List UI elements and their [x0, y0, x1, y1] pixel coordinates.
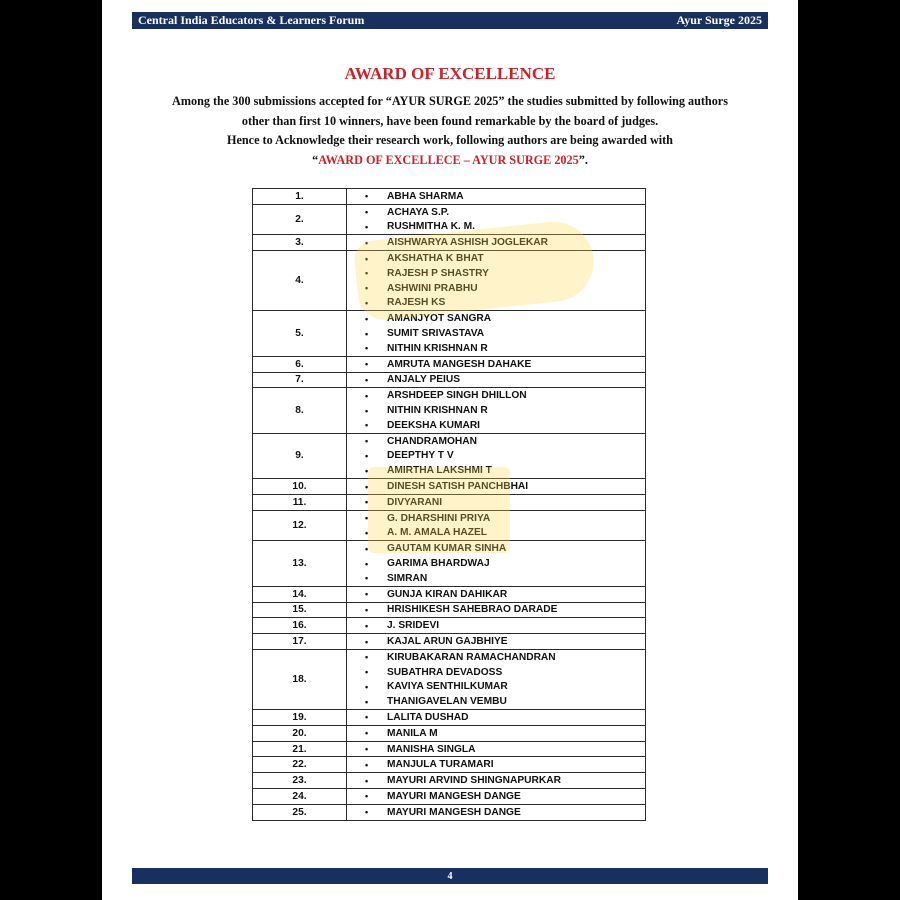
author-name: KAJAL ARUN GAJBHIYE	[387, 636, 508, 647]
awards-table-body	[253, 189, 646, 821]
row-number: 3.	[253, 235, 347, 251]
table-row	[253, 773, 646, 789]
table-row	[253, 372, 646, 388]
bullet-icon: •	[365, 283, 369, 294]
row-names	[347, 356, 646, 372]
bullet-icon: •	[365, 652, 369, 663]
author-name: AMIRTHA LAKSHMI T	[387, 465, 492, 477]
award-name: AWARD OF EXCELLECE – AYUR SURGE 2025	[318, 152, 579, 167]
list-item	[365, 449, 645, 464]
author-name: MAYURI ARVIND SHINGNAPURKAR	[387, 775, 561, 787]
table-row	[253, 433, 646, 478]
table-row	[253, 356, 646, 372]
list-item	[365, 757, 645, 772]
row-number: 23.	[253, 773, 347, 789]
footer-bar	[132, 868, 768, 884]
table-row	[253, 510, 646, 541]
bullet-icon: •	[365, 527, 369, 538]
author-name: DEEKSHA KUMARI	[387, 419, 481, 431]
row-number: 14.	[253, 586, 347, 602]
bullet-icon: •	[365, 589, 369, 600]
author-name: MANJULA TURAMARI	[387, 759, 494, 771]
header-bar	[132, 12, 768, 29]
author-name: MANILA M	[387, 727, 438, 739]
table-row	[253, 725, 646, 741]
bullet-icon: •	[365, 791, 369, 802]
list-item	[365, 220, 645, 235]
bullet-icon: •	[365, 328, 369, 339]
author-name: SUMIT SRIVASTAVA	[387, 328, 485, 340]
row-names	[347, 602, 646, 618]
author-name: AISHWARYA ASHISH JOGLEKAR	[387, 237, 548, 249]
quote-open: “	[312, 152, 319, 167]
bullet-icon: •	[365, 775, 369, 786]
table-row	[253, 757, 646, 773]
author-name: NITHIN KRISHNAN R	[387, 405, 488, 417]
list-item	[365, 710, 645, 725]
list-item	[365, 618, 645, 633]
row-number: 2.	[253, 204, 347, 235]
bullet-icon: •	[365, 744, 369, 755]
author-name: KIRUBAKARAN RAMACHANDRAN	[387, 651, 556, 663]
table-row	[253, 634, 646, 650]
list-item	[365, 479, 645, 494]
author-name: ABHA SHARMA	[387, 190, 464, 202]
table-row	[253, 602, 646, 618]
list-item	[365, 235, 645, 250]
list-item	[365, 388, 645, 403]
author-name: THANIGAVELAN VEMBU	[387, 696, 507, 708]
list-item	[365, 326, 645, 341]
bullet-icon: •	[365, 221, 369, 232]
header-event: Ayur Surge 2025	[676, 13, 762, 27]
bullet-icon: •	[365, 390, 369, 401]
list-item	[365, 726, 645, 741]
bullet-icon: •	[365, 604, 369, 615]
row-names	[347, 372, 646, 388]
list-item	[365, 251, 645, 266]
table-row	[253, 710, 646, 726]
row-names	[347, 388, 646, 433]
bullet-icon: •	[365, 253, 369, 264]
row-names	[347, 634, 646, 650]
row-number: 25.	[253, 804, 347, 820]
list-item	[365, 373, 645, 388]
list-item	[365, 281, 645, 296]
author-name: AMANJYOT SANGRA	[387, 313, 492, 325]
row-number: 9.	[253, 433, 347, 478]
intro-paragraph	[122, 92, 778, 170]
row-names	[347, 773, 646, 789]
author-name: ASHWINI PRABHU	[387, 282, 478, 294]
row-names	[347, 311, 646, 356]
intro-line-1: Among the 300 submissions accepted for “AYUR SURGE 2025” the studies submitted by following authors	[172, 94, 728, 108]
list-item	[365, 189, 645, 204]
list-item	[365, 511, 645, 526]
author-name: CHANDRAMOHAN	[387, 435, 477, 447]
list-item	[365, 463, 645, 478]
table-row	[253, 251, 646, 311]
row-number: 24.	[253, 789, 347, 805]
table-row	[253, 479, 646, 495]
bullet-icon: •	[365, 297, 369, 308]
row-names	[347, 204, 646, 235]
row-number: 7.	[253, 372, 347, 388]
author-name: SIMRAN	[387, 572, 428, 584]
list-item	[365, 296, 645, 311]
author-name: G. DHARSHINI PRIYA	[387, 512, 491, 524]
author-name: NITHIN KRISHNAN R	[387, 342, 488, 354]
list-item	[365, 403, 645, 418]
list-item	[365, 665, 645, 680]
row-names	[347, 494, 646, 510]
author-name: DIVYARANI	[387, 496, 443, 508]
bullet-icon: •	[365, 405, 369, 416]
table-row	[253, 388, 646, 433]
header-org: Central India Educators & Learners Forum	[138, 13, 365, 27]
list-item	[365, 205, 645, 220]
list-item	[365, 541, 645, 556]
bullet-icon: •	[365, 191, 369, 202]
row-names	[347, 741, 646, 757]
author-name: MAYURI MANGESH DANGE	[387, 806, 521, 818]
row-names	[347, 510, 646, 541]
list-item	[365, 495, 645, 510]
row-names	[347, 710, 646, 726]
bullet-icon: •	[365, 712, 369, 723]
bullet-icon: •	[365, 237, 369, 248]
bullet-icon: •	[365, 207, 369, 218]
row-number: 11.	[253, 494, 347, 510]
list-item	[365, 341, 645, 356]
author-name: SUBATHRA DEVADOSS	[387, 666, 503, 678]
bullet-icon: •	[365, 465, 369, 476]
row-number: 6.	[253, 356, 347, 372]
row-number: 15.	[253, 602, 347, 618]
author-name: GAUTAM KUMAR SINHA	[387, 543, 507, 555]
row-names	[347, 251, 646, 311]
document-page	[102, 0, 798, 900]
author-name: HRISHIKESH SAHEBRAO DARADE	[387, 604, 558, 616]
row-names	[347, 235, 646, 251]
list-item	[365, 805, 645, 820]
row-number: 21.	[253, 741, 347, 757]
bullet-icon: •	[365, 481, 369, 492]
bullet-icon: •	[365, 728, 369, 739]
author-name: DINESH SATISH PANCHBHAI	[387, 481, 529, 493]
row-number: 17.	[253, 634, 347, 650]
author-name: GARIMA BHARDWAJ	[387, 558, 490, 570]
bullet-icon: •	[365, 681, 369, 692]
table-row	[253, 804, 646, 820]
author-name: AMRUTA MANGESH DAHAKE	[387, 358, 532, 370]
list-item	[365, 434, 645, 449]
bullet-icon: •	[365, 696, 369, 707]
awards-table	[252, 188, 646, 821]
list-item	[365, 526, 645, 541]
bullet-icon: •	[365, 343, 369, 354]
table-row	[253, 741, 646, 757]
row-names	[347, 618, 646, 634]
intro-line-3: Hence to Acknowledge their research work, following authors are being awarded with	[227, 133, 673, 147]
bullet-icon: •	[365, 374, 369, 385]
row-names	[347, 789, 646, 805]
list-item	[365, 742, 645, 757]
list-item	[365, 603, 645, 618]
bullet-icon: •	[365, 497, 369, 508]
row-names	[347, 433, 646, 478]
bullet-icon: •	[365, 268, 369, 279]
bullet-icon: •	[365, 543, 369, 554]
row-names	[347, 649, 646, 709]
list-item	[365, 694, 645, 709]
row-number: 22.	[253, 757, 347, 773]
row-number: 20.	[253, 725, 347, 741]
list-item	[365, 650, 645, 665]
author-name: RAJESH P SHASTRY	[387, 267, 489, 279]
author-name: A. M. AMALA HAZEL	[387, 527, 487, 539]
list-item	[365, 266, 645, 281]
row-names	[347, 757, 646, 773]
bullet-icon: •	[365, 620, 369, 631]
row-number: 10.	[253, 479, 347, 495]
bullet-icon: •	[365, 807, 369, 818]
bullet-icon: •	[365, 359, 369, 370]
bullet-icon: •	[365, 450, 369, 461]
page-title: AWARD OF EXCELLENCE	[344, 64, 556, 83]
author-name: GUNJA KIRAN DAHIKAR	[387, 588, 508, 600]
list-item	[365, 311, 645, 326]
row-names	[347, 541, 646, 586]
row-names	[347, 725, 646, 741]
list-item	[365, 680, 645, 695]
author-name: KAVIYA SENTHILKUMAR	[387, 681, 508, 693]
row-names	[347, 586, 646, 602]
author-name: MANISHA SINGLA	[387, 743, 476, 755]
row-number: 19.	[253, 710, 347, 726]
list-item	[365, 773, 645, 788]
bullet-icon: •	[365, 667, 369, 678]
list-item	[365, 556, 645, 571]
author-name: ANJALY PEIUS	[387, 374, 461, 386]
row-number: 5.	[253, 311, 347, 356]
list-item	[365, 634, 645, 649]
author-name: ARSHDEEP SINGH DHILLON	[387, 390, 527, 402]
bullet-icon: •	[365, 558, 369, 569]
author-name: ACHAYA S.P.	[387, 206, 450, 218]
table-row	[253, 311, 646, 356]
author-name: MAYURI MANGESH DANGE	[387, 790, 521, 802]
table-row	[253, 494, 646, 510]
bullet-icon: •	[365, 436, 369, 447]
list-item	[365, 357, 645, 372]
author-name: J. SRIDEVI	[387, 620, 440, 632]
list-item	[365, 587, 645, 602]
list-item	[365, 418, 645, 433]
author-name: LALITA DUSHAD	[387, 711, 469, 723]
table-row	[253, 189, 646, 205]
author-name: RAJESH KS	[387, 297, 446, 309]
row-number: 18.	[253, 649, 347, 709]
bullet-icon: •	[365, 759, 369, 770]
bullet-icon: •	[365, 313, 369, 324]
row-number: 13.	[253, 541, 347, 586]
author-name: AKSHATHA K BHAT	[387, 253, 484, 265]
table-row	[253, 618, 646, 634]
table-row	[253, 204, 646, 235]
table-row	[253, 235, 646, 251]
row-number: 1.	[253, 189, 347, 205]
row-names	[347, 804, 646, 820]
author-name: DEEPTHY T V	[387, 450, 454, 462]
quote-close: ”.	[578, 152, 588, 167]
bullet-icon: •	[365, 420, 369, 431]
table-row	[253, 541, 646, 586]
list-item	[365, 571, 645, 586]
table-row	[253, 586, 646, 602]
row-number: 12.	[253, 510, 347, 541]
table-row	[253, 789, 646, 805]
row-names	[347, 479, 646, 495]
row-names	[347, 189, 646, 205]
list-item	[365, 789, 645, 804]
bullet-icon: •	[365, 513, 369, 524]
bullet-icon: •	[365, 573, 369, 584]
page-number: 4	[447, 870, 453, 882]
row-number: 16.	[253, 618, 347, 634]
intro-line-4	[122, 151, 778, 171]
table-row	[253, 649, 646, 709]
intro-line-2: other than first 10 winners, have been found remarkable by the board of judges.	[241, 113, 659, 128]
row-number: 8.	[253, 388, 347, 433]
author-name: RUSHMITHA K. M.	[387, 221, 475, 233]
row-number: 4.	[253, 251, 347, 311]
bullet-icon: •	[365, 636, 369, 647]
